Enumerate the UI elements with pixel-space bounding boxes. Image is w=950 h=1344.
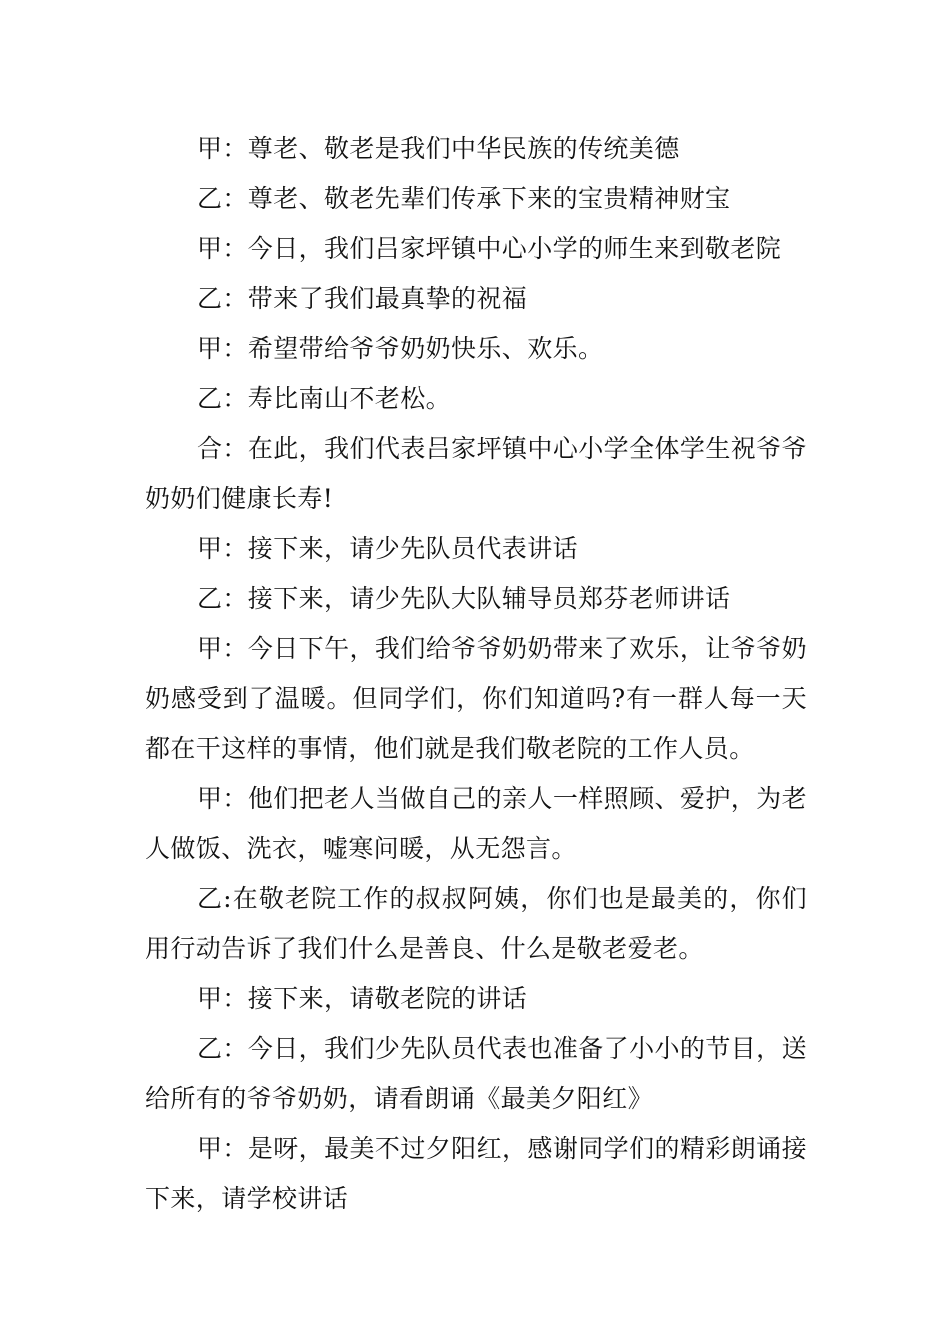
paragraph: 甲：他们把老人当做自己的亲人一样照顾、爱护，为老人做饭、洗衣，嘘寒问暖，从无怨言。 — [145, 784, 807, 863]
paragraph: 甲：是呀，最美不过夕阳红，感谢同学们的精彩朗诵接下来，请学校讲话 — [145, 1134, 807, 1213]
paragraph: 合：在此，我们代表吕家坪镇中心小学全体学生祝爷爷奶奶们健康长寿! — [145, 434, 807, 513]
paragraph: 乙：接下来，请少先队大队辅导员郑芬老师讲话 — [197, 584, 731, 613]
paragraph: 甲：今日，我们吕家坪镇中心小学的师生来到敬老院 — [197, 234, 782, 263]
paragraph: 乙:在敬老院工作的叔叔阿姨，你们也是最美的，你们用行动告诉了我们什么是善良、什么是敬老爱老。 — [145, 884, 807, 963]
paragraph: 甲：尊老、敬老是我们中华民族的传统美德 — [197, 134, 680, 163]
paragraph: 甲：今日下午，我们给爷爷奶奶带来了欢乐，让爷爷奶奶感受到了温暖。但同学们，你们知道吗?有一群人每一天都在干这样的事情，他们就是我们敬老院的工作人员。 — [145, 634, 807, 763]
paragraph: 甲：接下来，请少先队员代表讲话 — [197, 534, 579, 563]
paragraph: 乙：带来了我们最真挚的祝福 — [197, 284, 528, 313]
document-body — [145, 124, 807, 1224]
paragraph: 乙：今日，我们少先队员代表也准备了小小的节目，送给所有的爷爷奶奶，请看朗诵《最美夕阳红》 — [145, 1034, 807, 1113]
paragraph: 甲：接下来，请敬老院的讲话 — [197, 984, 528, 1013]
paragraph: 乙：尊老、敬老先辈们传承下来的宝贵精神财宝 — [197, 184, 731, 213]
paragraph: 乙：寿比南山不老松。 — [197, 384, 452, 413]
paragraph: 甲：希望带给爷爷奶奶快乐、欢乐。 — [197, 334, 604, 363]
